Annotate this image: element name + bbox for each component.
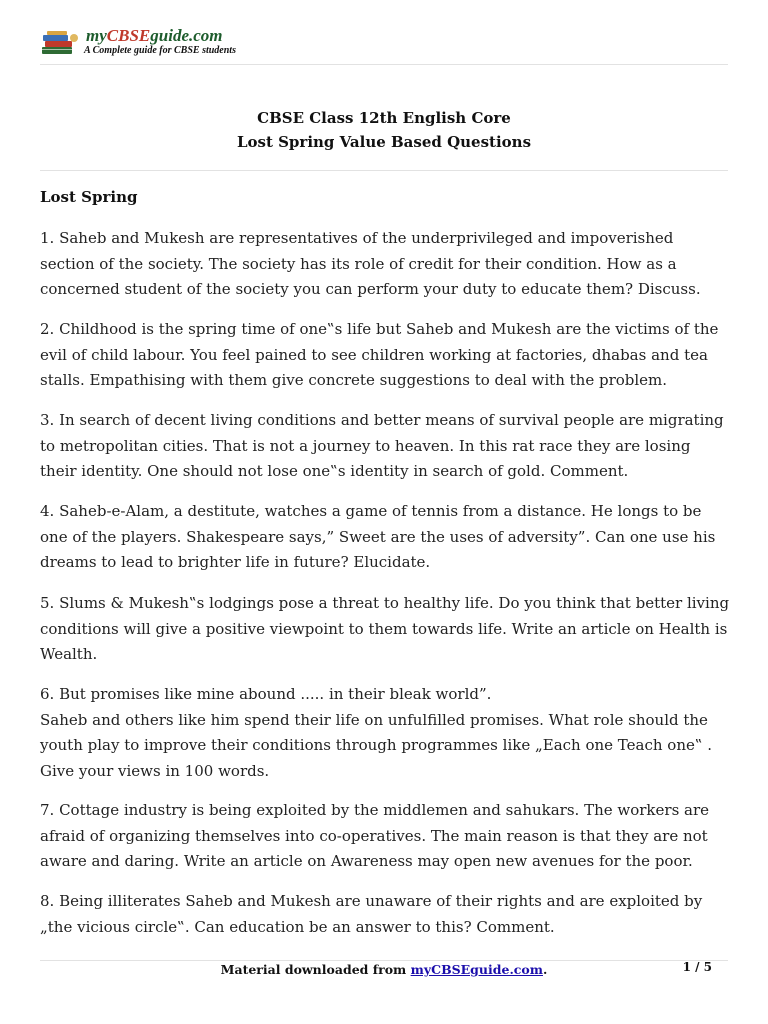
question-5: 5. Slums & Mukesh‟s lodgings pose a threat to healthy life. Do you think that better living conditions will give a positive viewpoint to them towards life. Write an article on Health is Wealth. <box>40 594 730 664</box>
title-divider <box>40 170 728 171</box>
question-3: 3. In search of decent living conditions and better means of survival people are migrating to metropolitan cities. That is not a journey to heaven. In this rat race they are losing their identity. One should not lose one‟s identity in search of gold. Comment. <box>40 411 724 481</box>
document-subtitle: Lost Spring Value Based Questions <box>236 133 532 151</box>
footer-divider <box>40 960 728 961</box>
site-tagline: A Complete guide for CBSE students <box>84 45 236 56</box>
footer-credit: Material downloaded from myCBSEguide.com. <box>220 962 548 977</box>
question-7: 7. Cottage industry is being exploited by the middlemen and sahukars. The workers are afraid of organizing themselves into co-operatives. The main reason is that they are not aware and daring. Write an article on Awareness may open new avenues for the poor. <box>40 801 710 871</box>
question-8: 8. Being illiterates Saheb and Mukesh are unaware of their rights and are exploited by „the vicious circle‟. Can education be an answer to this? Comment. <box>40 892 703 936</box>
question-2: 2. Childhood is the spring time of one‟s life but Saheb and Mukesh are the victims of the evil of child labour. You feel pained to see children working at factories, dhabas and tea stalls. Empathising with them give concrete suggestions to deal with the problem. <box>40 320 719 390</box>
section-heading: Lost Spring <box>40 188 138 206</box>
document-title: CBSE Class 12th English Core <box>257 109 511 127</box>
question-1: 1. Saheb and Mukesh are representatives of the underprivileged and impoverished section of the society. The society has its role of credit for their condition. How as a concerned student of the society you can perform your duty to educate them? Discuss. <box>40 229 701 299</box>
header-divider <box>40 64 728 65</box>
site-logo-title: myCBSEguide.com <box>86 26 223 45</box>
footer-site-link[interactable]: myCBSEguide.com <box>410 962 543 977</box>
site-header <box>40 26 728 64</box>
question-4: 4. Saheb-e-Alam, a destitute, watches a game of tennis from a distance. He longs to be one of the players. Shakespeare says,” Sweet are the uses of adversity”. Can one use his dreams to lead to brighter life in future? Elucidate. <box>40 502 716 572</box>
page-number: 1 / 5 <box>682 960 712 974</box>
question-6: 6. But promises like mine abound ..... in their bleak world”. Saheb and others like him spend their life on unfulfilled promises. What role should the youth play to improve their conditions through programmes like „Each one Teach one‟ . Give your views in 100 words. <box>40 685 713 781</box>
books-logo-icon <box>40 30 80 56</box>
